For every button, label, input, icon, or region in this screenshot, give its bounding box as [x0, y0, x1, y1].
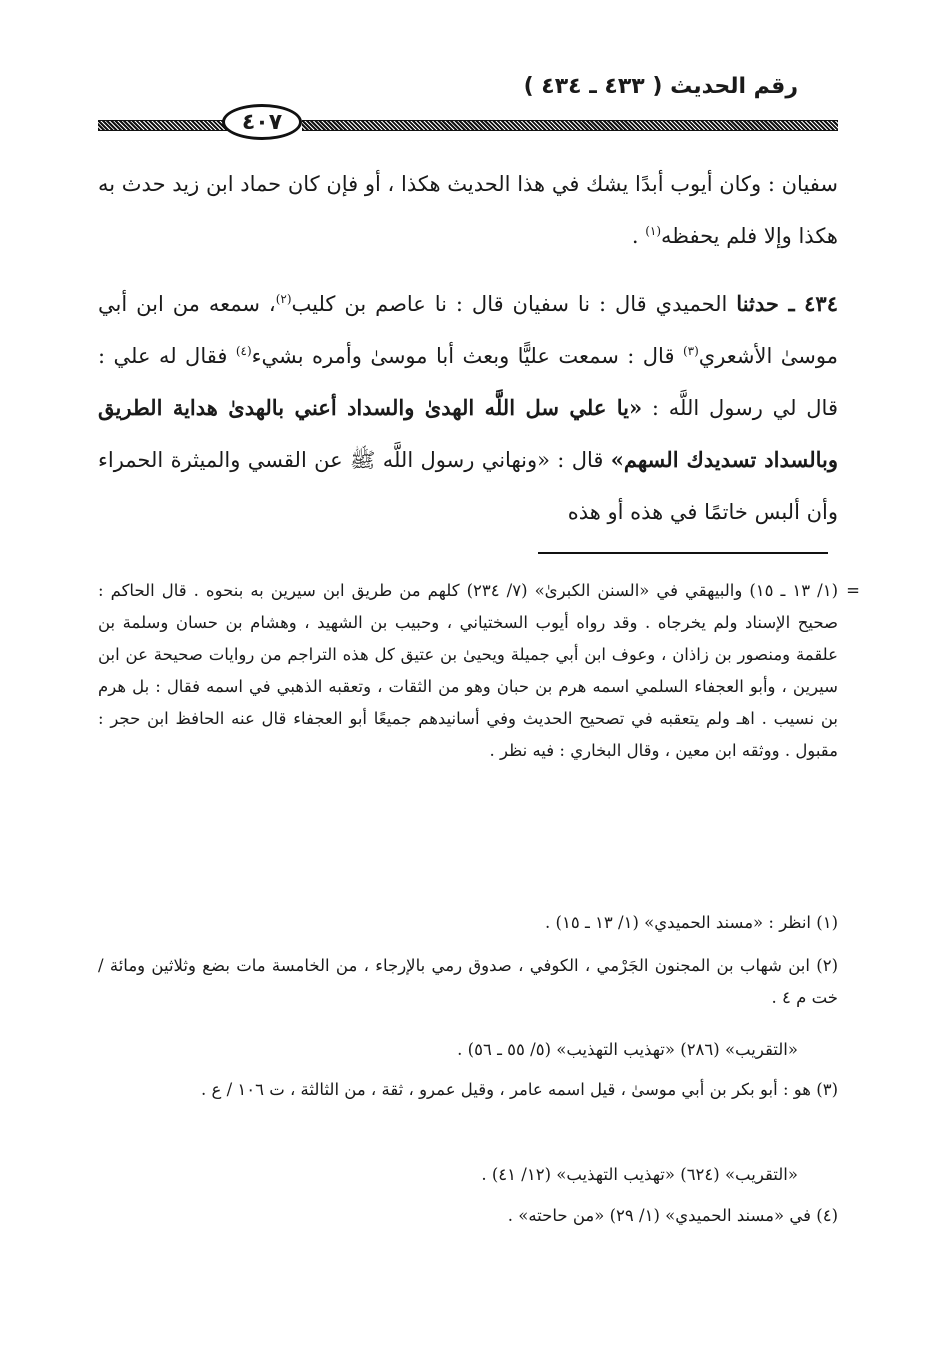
footnote-separator [538, 552, 828, 554]
hadith-text-b: ، سمعه من ابن أبي موسىٰ الأشعري [98, 292, 838, 368]
footnote-continuation-text: (١/ ١٣ ـ ١٥) والبيهقي في «السنن الكبرىٰ» (٧/ ٢٣٤) كلهم من طريق ابن سيرين به بنحوه . قال الحاكم : صحيح الإسناد ولم يخرجاه . وقد رواه أيوب السختياني ، وحبيب بن الشهيد ، وهشام بن حسان وسلمة بن علقمة ومنصور بن زاذان ، وعوف ابن أبي جميلة ويحيىٰ بن عتيق كل هذه التراجم من روايات صحيحة عن ابن سيرين ، وأبو العجفاء السلمي اسمه هرم بن حبان وهو من الثقات ، وتعقبه الذهبي في اسمه فقال : بل هرم بن نسيب . اهـ ولم يتعقبه في تصحيح الحديث وفي أسانيدهم جميعًا أبو العجفاء قال عنه الحافظ ابن حجر : مقبول . ووثقه ابن معين ، وقال البخاري : فيه نظر . [98, 581, 839, 760]
page-number: ٤٠٧ [222, 104, 302, 140]
running-title: رقم الحديث ( ٤٣٣ ـ ٤٣٤ ) [523, 74, 798, 99]
header-rule-right [302, 120, 838, 131]
footnote-4: (٤) في «مسند الحميدي» (١/ ٢٩) «من حاحته» . [507, 1206, 838, 1225]
hadith-number: ٤٣٤ ـ حدثنا [736, 291, 838, 316]
footnote-ref-3: (٣) [682, 344, 699, 358]
continuation-marker: = [846, 581, 860, 600]
header-rule-left [98, 120, 230, 131]
footnote-2-reference: «التقريب» (٢٨٦) «تهذيب التهذيب» (٥/ ٥٥ ـ ٥٦) . [457, 1040, 798, 1059]
hadith-paragraph [98, 278, 838, 538]
hadith-text-a: الحميدي قال : نا سفيان قال : نا عاصم بن كليب [291, 292, 737, 316]
footnote-ref-1: (١) [645, 224, 662, 238]
hadith-text-c: قال : سمعت عليًّا وبعث أبا موسىٰ وأمره بشيء [251, 344, 683, 368]
paragraph-continuation [98, 158, 838, 262]
footnote-3: (٣) هو : أبو بكر بن أبي موسىٰ ، قيل اسمه عامر ، وقيل عمرو ، ثقة ، من الثالثة ، ت ١٠٦ / ع . [200, 1080, 838, 1099]
hadith-quote: «يا علي سل اللَّه الهدىٰ والسداد أعني بالهدىٰ هداية الطريق وبالسداد تسديدك السهم» [98, 395, 838, 472]
footnote-ref-4: (٤) [235, 344, 252, 358]
paragraph-text: سفيان : وكان أيوب أبدًا يشك في هذا الحديث هكذا ، أو فإن كان حماد ابن زيد حدث به هكذا وإلا فلم يحفظه [98, 172, 838, 248]
hadith-text-d: فقال له علي : قال لي رسول اللَّه : [98, 344, 838, 420]
footnote-2: (٢) ابن شهاب بن المجنون الجَرْمي ، الكوفي ، صدوق رمي بالإرجاء ، من الخامسة مات بضع وثلاثين ومائة / خت م ٤ . [98, 956, 838, 1007]
paragraph-end: . [631, 224, 646, 248]
hadith-text-e: قال : «ونهاني رسول اللَّه ﷺ عن القسي والميثرة الحمراء وأن ألبس خاتمًا في هذه أو هذه [98, 448, 838, 524]
footnote-3-reference: «التقريب» (٦٢٤) «تهذيب التهذيب» (١٢/ ٤١) . [481, 1165, 798, 1184]
footnote-1: (١) انظر : «مسند الحميدي» (١/ ١٣ ـ ١٥) . [545, 913, 838, 932]
footnote-ref-2: (٢) [275, 292, 292, 306]
footnote-continuation [98, 575, 860, 767]
